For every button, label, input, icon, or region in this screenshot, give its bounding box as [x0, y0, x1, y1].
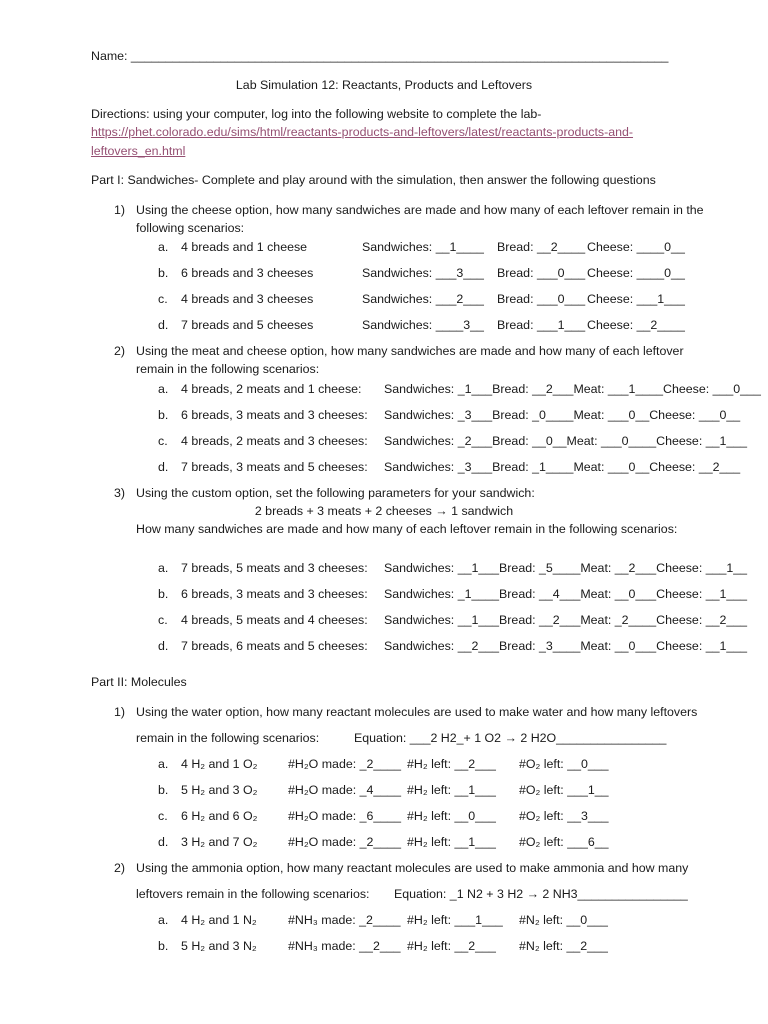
- item-label: c.: [158, 434, 168, 448]
- o2-left-answer[interactable]: #O₂ left: ___1__: [519, 783, 609, 797]
- item-answer[interactable]: Sandwiches: __1___Bread: __2___Meat: _2____Cheese: __2___: [384, 613, 748, 627]
- item-scenario: 4 breads, 2 meats and 3 cheeses:: [181, 434, 368, 448]
- item-scenario: 4 breads and 1 cheese: [181, 240, 308, 254]
- q1-text-line1: Using the cheese option, how many sandwiches are made and how many of each leftover remain in the: [136, 203, 704, 217]
- item-answer[interactable]: Sandwiches: _3___Bread: _1____Meat: ___0__Cheese: __2___: [384, 460, 741, 474]
- nh3-made-answer[interactable]: #NH₃ made: __2___: [288, 939, 401, 953]
- item-scenario: 6 breads, 3 meats and 3 cheeses:: [181, 587, 368, 601]
- water-equation[interactable]: Equation: ___2 H2_+ 1 O2 → 2 H2O________________: [354, 731, 667, 745]
- q3-recipe: 2 breads + 3 meats + 2 cheeses → 1 sandwich: [254, 504, 514, 518]
- h2-left-answer[interactable]: #H₂ left: __0___: [407, 809, 496, 823]
- item-label: a.: [158, 240, 169, 254]
- h2-left-answer[interactable]: #H₂ left: __1___: [407, 783, 496, 797]
- item-label: d.: [158, 318, 169, 332]
- o2-left-answer[interactable]: #O₂ left: ___6__: [519, 835, 609, 849]
- item-label: a.: [158, 913, 169, 927]
- h2o-made-answer[interactable]: #H₂O made: _2____: [288, 835, 401, 849]
- h2o-made-answer[interactable]: #H₂O made: _2____: [288, 757, 401, 771]
- item-label: a.: [158, 561, 169, 575]
- item-scenario: 6 breads, 3 meats and 3 cheeses:: [181, 408, 368, 422]
- item-scenario: 6 H₂ and 6 O₂: [181, 809, 258, 823]
- item-answer[interactable]: Sandwiches: _3___Bread: _0____Meat: ___0__Cheese: ___0__: [384, 408, 741, 422]
- cheese-answer[interactable]: Cheese: ____0__: [587, 240, 685, 254]
- cheese-answer[interactable]: Cheese: ____0__: [587, 266, 685, 280]
- q3-text-line1: Using the custom option, set the following parameters for your sandwich:: [136, 486, 535, 500]
- bread-answer[interactable]: Bread: __2____: [497, 240, 586, 254]
- item-scenario: 6 breads and 3 cheeses: [181, 266, 314, 280]
- h2-left-answer[interactable]: #H₂ left: __2___: [407, 757, 496, 771]
- item-label: d.: [158, 460, 169, 474]
- item-scenario: 4 H₂ and 1 N₂: [181, 913, 257, 927]
- item-label: b.: [158, 783, 169, 797]
- h2-left-answer[interactable]: #H₂ left: __2___: [407, 939, 496, 953]
- n2-left-answer[interactable]: #N₂ left: __0___: [519, 913, 608, 927]
- item-scenario: 7 breads, 6 meats and 5 cheeses:: [181, 639, 368, 653]
- h2o-made-answer[interactable]: #H₂O made: _4____: [288, 783, 401, 797]
- item-scenario: 4 H₂ and 1 O₂: [181, 757, 258, 771]
- item-label: c.: [158, 292, 168, 306]
- bread-answer[interactable]: Bread: ___1___: [497, 318, 586, 332]
- h2-left-answer[interactable]: #H₂ left: ___1___: [407, 913, 503, 927]
- item-answer[interactable]: Sandwiches: _2___Bread: __0__Meat: ___0____Cheese: __1___: [384, 434, 748, 448]
- h2o-made-answer[interactable]: #H₂O made: _6____: [288, 809, 401, 823]
- p2q2-text-line1: Using the ammonia option, how many reactant molecules are used to make ammonia and how many: [136, 861, 689, 875]
- item-scenario: 7 breads, 3 meats and 5 cheeses:: [181, 460, 368, 474]
- p2q1-text-line2: remain in the following scenarios:: [136, 731, 320, 745]
- item-scenario: 7 breads, 5 meats and 3 cheeses:: [181, 561, 368, 575]
- item-label: c.: [158, 809, 168, 823]
- part2-heading: Part II: Molecules: [91, 675, 187, 689]
- item-scenario: 4 breads and 3 cheeses: [181, 292, 314, 306]
- item-label: b.: [158, 587, 169, 601]
- bread-answer[interactable]: Bread: ___0___: [497, 292, 586, 306]
- name-line[interactable]: Name: ______________________________________________________________________________: [91, 49, 669, 63]
- cheese-answer[interactable]: Cheese: __2____: [587, 318, 685, 332]
- o2-left-answer[interactable]: #O₂ left: __3___: [519, 809, 609, 823]
- item-scenario: 5 H₂ and 3 N₂: [181, 939, 257, 953]
- p2q1-text-line1: Using the water option, how many reactant molecules are used to make water and how many leftovers: [136, 705, 698, 719]
- nh3-made-answer[interactable]: #NH₃ made: _2____: [288, 913, 401, 927]
- q1-number: 1): [114, 203, 126, 217]
- item-label: b.: [158, 266, 169, 280]
- item-label: a.: [158, 382, 169, 396]
- item-answer[interactable]: Sandwiches: __1___Bread: _5____Meat: __2___Cheese: ___1__: [384, 561, 748, 575]
- sandwiches-answer[interactable]: Sandwiches: ___2___: [362, 292, 484, 306]
- p2q1-number: 1): [114, 705, 126, 719]
- item-label: b.: [158, 939, 169, 953]
- q1-text-line2: following scenarios:: [136, 221, 245, 235]
- item-scenario: 3 H₂ and 7 O₂: [181, 835, 258, 849]
- item-answer[interactable]: Sandwiches: _1___Bread: __2___Meat: ___1____Cheese: ___0___: [384, 382, 761, 396]
- n2-left-answer[interactable]: #N₂ left: __2___: [519, 939, 608, 953]
- cheese-answer[interactable]: Cheese: ___1___: [587, 292, 685, 306]
- item-answer[interactable]: Sandwiches: _1____Bread: __4___Meat: __0___Cheese: __1___: [384, 587, 748, 601]
- q2-text-line2: remain in the following scenarios:: [136, 362, 320, 376]
- item-label: b.: [158, 408, 169, 422]
- lab-link-line1[interactable]: https://phet.colorado.edu/sims/html/reactants-products-and-leftovers/latest/reactants-products-and-: [91, 125, 634, 139]
- sandwiches-answer[interactable]: Sandwiches: ___3___: [362, 266, 484, 280]
- q2-number: 2): [114, 344, 126, 358]
- item-answer[interactable]: Sandwiches: __2___Bread: _3____Meat: __0___Cheese: __1___: [384, 639, 748, 653]
- bread-answer[interactable]: Bread: ___0___: [497, 266, 586, 280]
- part1-heading: Part I: Sandwiches- Complete and play around with the simulation, then answer the following questions: [91, 173, 656, 187]
- item-label: c.: [158, 613, 168, 627]
- item-label: a.: [158, 757, 169, 771]
- page-title: Lab Simulation 12: Reactants, Products and Leftovers: [235, 78, 533, 92]
- q3-number: 3): [114, 486, 126, 500]
- item-label: d.: [158, 639, 169, 653]
- item-scenario: 7 breads and 5 cheeses: [181, 318, 314, 332]
- directions-text: Directions: using your computer, log into the following website to complete the lab-: [91, 107, 542, 121]
- item-scenario: 4 breads, 5 meats and 4 cheeses:: [181, 613, 368, 627]
- p2q2-text-line2: leftovers remain in the following scenarios:: [136, 887, 370, 901]
- q2-text-line1: Using the meat and cheese option, how many sandwiches are made and how many of each leftover: [136, 344, 684, 358]
- h2-left-answer[interactable]: #H₂ left: __1___: [407, 835, 496, 849]
- sandwiches-answer[interactable]: Sandwiches: ____3__: [362, 318, 484, 332]
- item-scenario: 5 H₂ and 3 O₂: [181, 783, 258, 797]
- o2-left-answer[interactable]: #O₂ left: __0___: [519, 757, 609, 771]
- ammonia-equation[interactable]: Equation: _1 N2 + 3 H2 → 2 NH3________________: [394, 887, 688, 901]
- lab-link-line2[interactable]: leftovers_en.html: [91, 144, 186, 158]
- item-label: d.: [158, 835, 169, 849]
- item-scenario: 4 breads, 2 meats and 1 cheese:: [181, 382, 362, 396]
- q3-text-line2: How many sandwiches are made and how many of each leftover remain in the following scenarios:: [136, 522, 678, 536]
- sandwiches-answer[interactable]: Sandwiches: __1____: [362, 240, 484, 254]
- p2q2-number: 2): [114, 861, 126, 875]
